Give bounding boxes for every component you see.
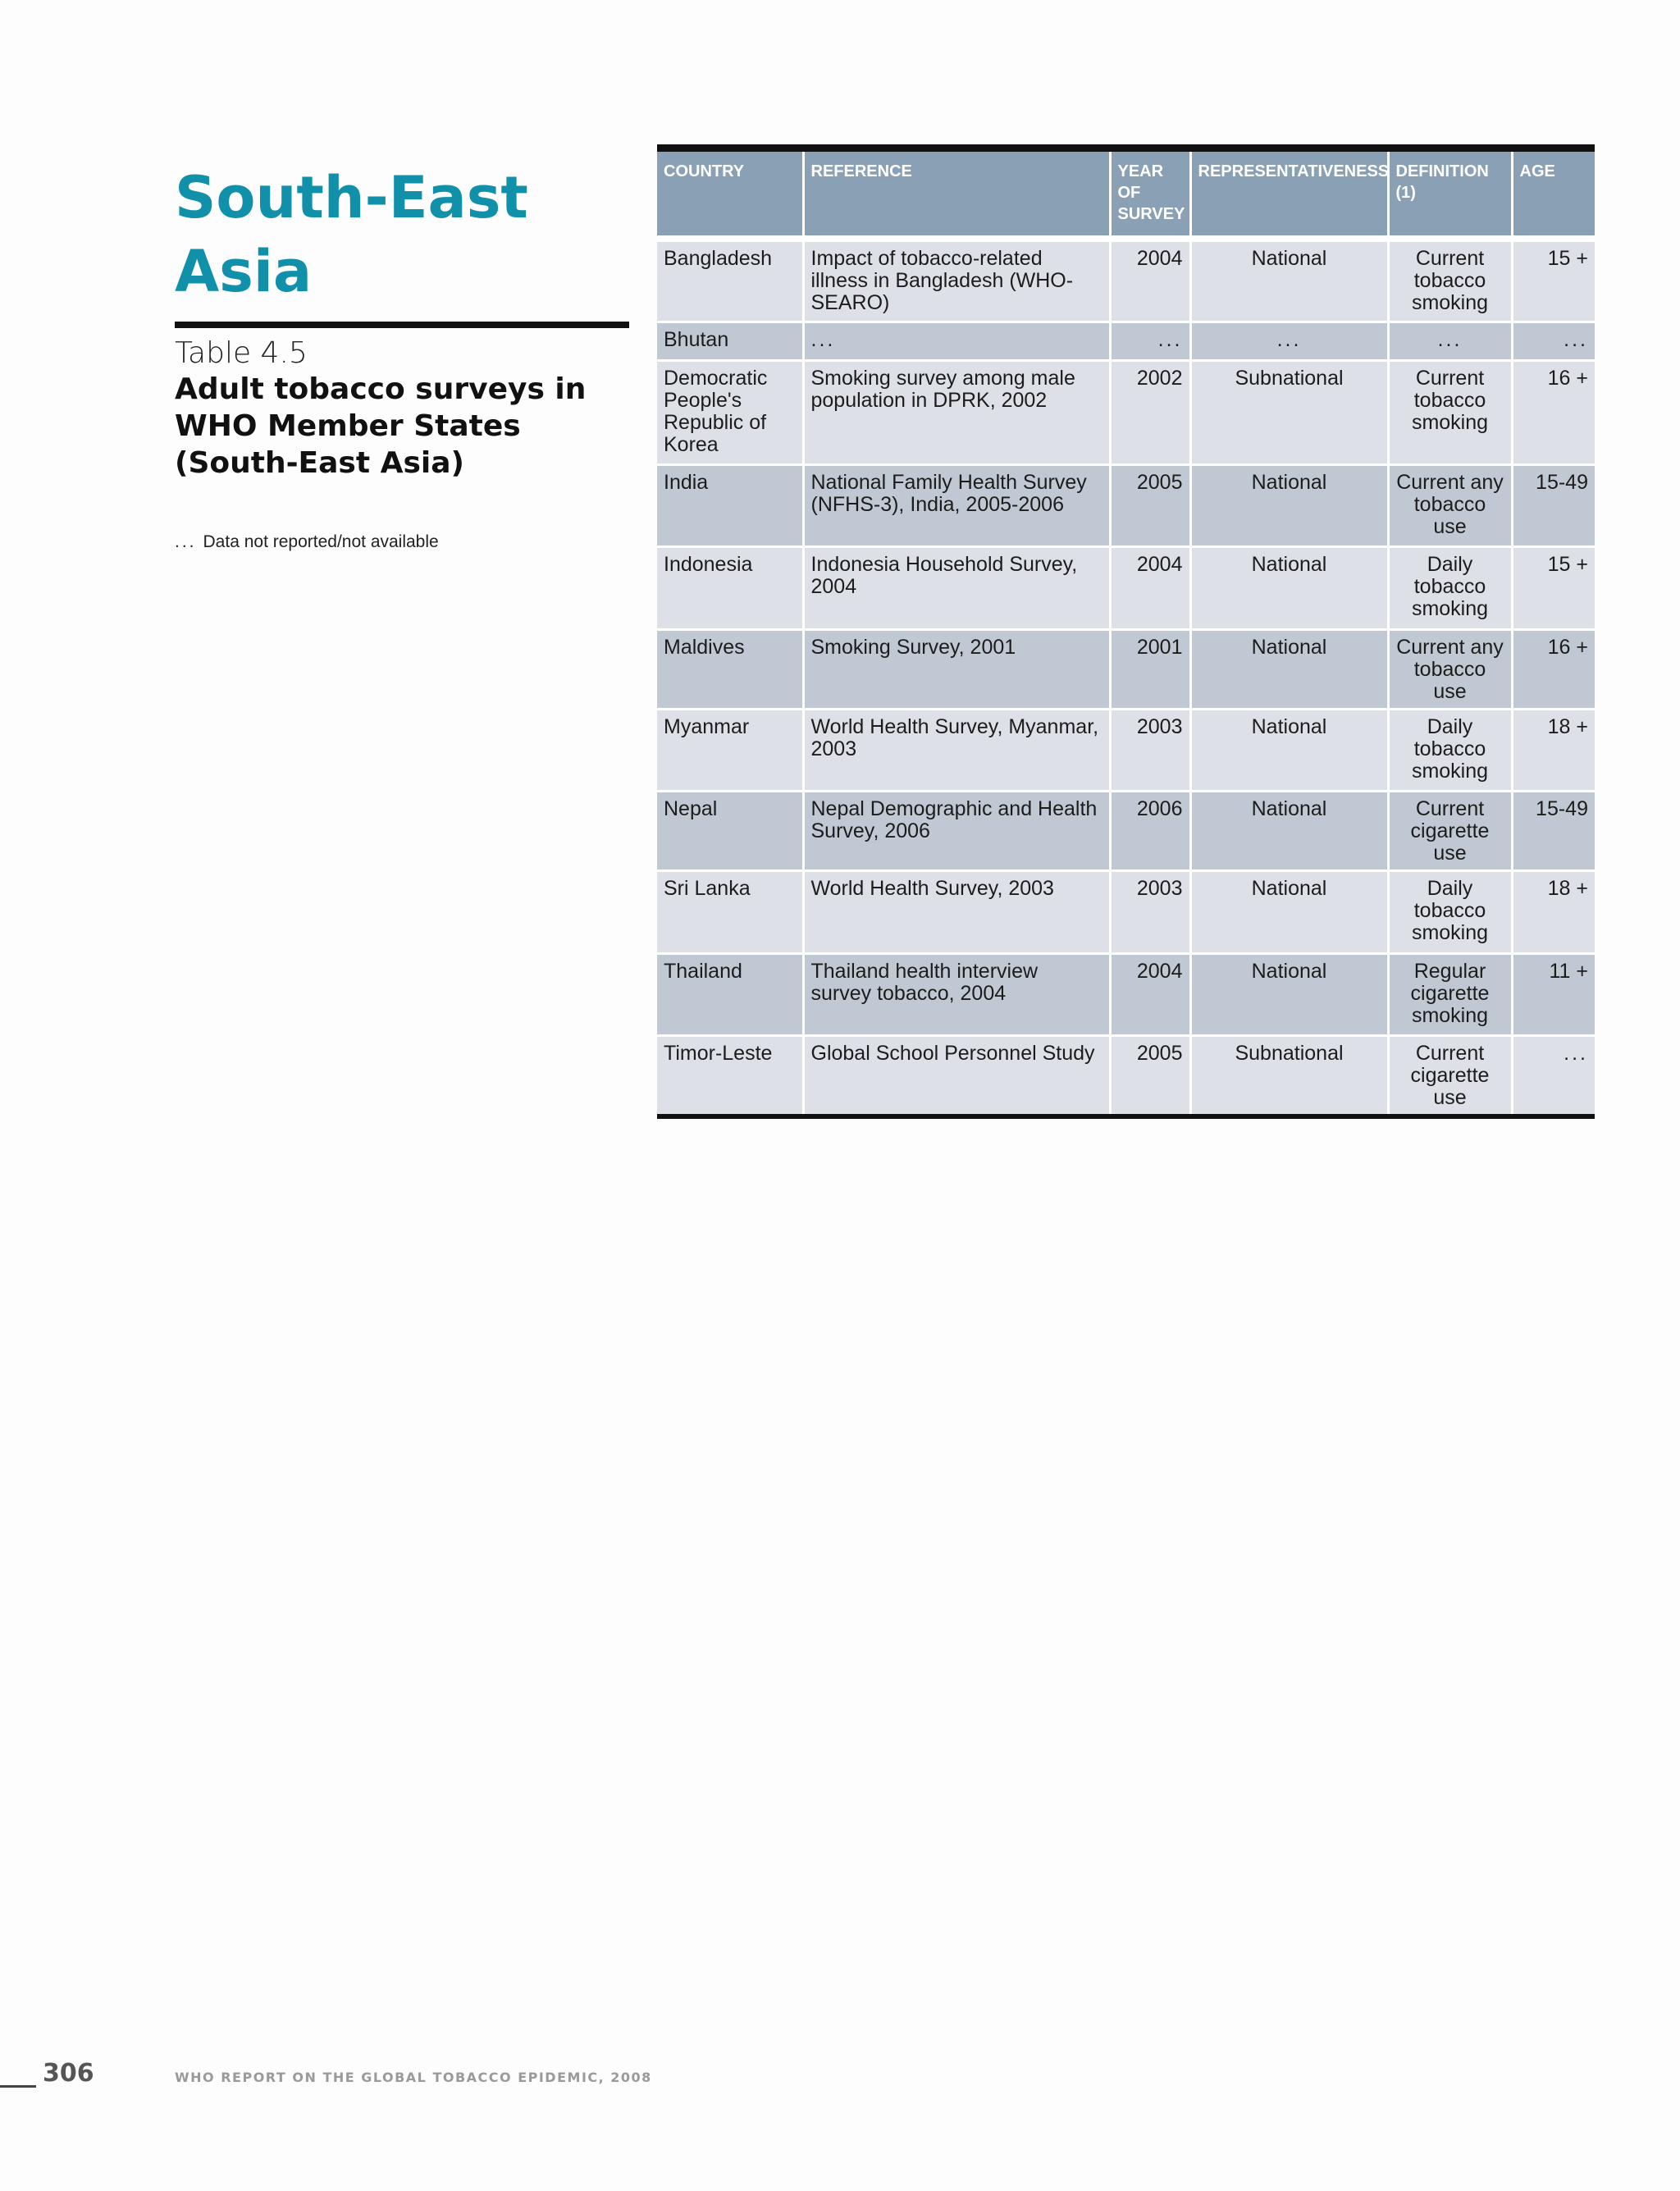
cell-age: 15-49	[1512, 791, 1595, 870]
table-row	[657, 322, 1595, 360]
cell-reference: Global School Personnel Study	[803, 1035, 1110, 1114]
cell-representativeness: ...	[1190, 322, 1388, 360]
table-row	[657, 709, 1595, 791]
table-row	[657, 239, 1595, 322]
header-representativeness: REPRESENTATIVENESS	[1190, 152, 1388, 239]
table-row	[657, 464, 1595, 546]
header-country: COUNTRY	[657, 152, 803, 239]
cell-definition: ...	[1388, 322, 1512, 360]
cell-definition: Regular cigarette smoking	[1388, 953, 1512, 1035]
cell-representativeness: National	[1190, 791, 1388, 870]
cell-definition: Daily tobacco smoking	[1388, 870, 1512, 953]
cell-country: Bangladesh	[657, 239, 803, 322]
title-divider	[175, 322, 629, 328]
page-number-rule	[0, 2085, 36, 2088]
cell-representativeness: Subnational	[1190, 360, 1388, 464]
header-definition: DEFINITION (1)	[1388, 152, 1512, 239]
table-row	[657, 953, 1595, 1035]
cell-representativeness: National	[1190, 239, 1388, 322]
table-row	[657, 360, 1595, 464]
table-row	[657, 546, 1595, 629]
cell-country: Myanmar	[657, 709, 803, 791]
cell-year: 2006	[1110, 791, 1190, 870]
table-row	[657, 1035, 1595, 1114]
survey-table-container	[657, 144, 1595, 1119]
cell-age: 16 +	[1512, 629, 1595, 709]
cell-country: Timor-Leste	[657, 1035, 803, 1114]
cell-representativeness: National	[1190, 546, 1388, 629]
table-row	[657, 791, 1595, 870]
cell-reference: World Health Survey, 2003	[803, 870, 1110, 953]
cell-representativeness: National	[1190, 870, 1388, 953]
cell-reference: National Family Health Survey (NFHS-3), India, 2005-2006	[803, 464, 1110, 546]
cell-year: 2002	[1110, 360, 1190, 464]
cell-year: 2005	[1110, 1035, 1190, 1114]
cell-country: Maldives	[657, 629, 803, 709]
cell-year: 2001	[1110, 629, 1190, 709]
running-footer: WHO REPORT ON THE GLOBAL TOBACCO EPIDEMIC, 2008	[175, 2070, 652, 2085]
cell-age: 18 +	[1512, 709, 1595, 791]
cell-year: 2004	[1110, 953, 1190, 1035]
table-header-row	[657, 152, 1595, 239]
cell-year: ...	[1110, 322, 1190, 360]
table-row	[657, 629, 1595, 709]
cell-year: 2003	[1110, 870, 1190, 953]
cell-age: ...	[1512, 1035, 1595, 1114]
cell-year: 2004	[1110, 239, 1190, 322]
cell-representativeness: National	[1190, 709, 1388, 791]
cell-reference: ...	[803, 322, 1110, 360]
cell-age: ...	[1512, 322, 1595, 360]
cell-age: 15-49	[1512, 464, 1595, 546]
cell-definition: Current tobacco smoking	[1388, 239, 1512, 322]
cell-definition: Daily tobacco smoking	[1388, 546, 1512, 629]
page-number: 306	[43, 2059, 94, 2088]
table-caption: Adult tobacco surveys in WHO Member States (South-East Asia)	[175, 372, 587, 480]
cell-reference: Smoking survey among male population in DPRK, 2002	[803, 360, 1110, 464]
cell-country: Bhutan	[657, 322, 803, 360]
survey-table	[657, 152, 1595, 1114]
cell-year: 2004	[1110, 546, 1190, 629]
cell-country: Thailand	[657, 953, 803, 1035]
cell-representativeness: National	[1190, 464, 1388, 546]
cell-definition: Daily tobacco smoking	[1388, 709, 1512, 791]
cell-representativeness: National	[1190, 629, 1388, 709]
cell-country: Democratic People's Republic of Korea	[657, 360, 803, 464]
cell-age: 15 +	[1512, 546, 1595, 629]
cell-country: Indonesia	[657, 546, 803, 629]
header-year: YEAR OF SURVEY	[1110, 152, 1190, 239]
cell-reference: Smoking Survey, 2001	[803, 629, 1110, 709]
cell-definition: Current tobacco smoking	[1388, 360, 1512, 464]
header-reference: REFERENCE	[803, 152, 1110, 239]
cell-age: 15 +	[1512, 239, 1595, 322]
cell-country: India	[657, 464, 803, 546]
table-row	[657, 870, 1595, 953]
cell-age: 18 +	[1512, 870, 1595, 953]
region-title: South-East Asia	[175, 164, 528, 305]
cell-representativeness: National	[1190, 953, 1388, 1035]
cell-reference: Impact of tobacco-related illness in Bangladesh (WHO-SEARO)	[803, 239, 1110, 322]
cell-year: 2005	[1110, 464, 1190, 546]
cell-reference: Nepal Demographic and Health Survey, 2006	[803, 791, 1110, 870]
footnote-legend	[175, 532, 439, 553]
cell-definition: Current cigarette use	[1388, 1035, 1512, 1114]
cell-reference: Thailand health interview survey tobacco, 2004	[803, 953, 1110, 1035]
footnote-text: Data not reported/not available	[203, 532, 439, 551]
cell-reference: Indonesia Household Survey, 2004	[803, 546, 1110, 629]
footnote-dots: ...	[175, 532, 197, 551]
cell-age: 11 +	[1512, 953, 1595, 1035]
cell-representativeness: Subnational	[1190, 1035, 1388, 1114]
cell-definition: Current any tobacco use	[1388, 464, 1512, 546]
cell-definition: Current any tobacco use	[1388, 629, 1512, 709]
cell-definition: Current cigarette use	[1388, 791, 1512, 870]
cell-country: Sri Lanka	[657, 870, 803, 953]
cell-country: Nepal	[657, 791, 803, 870]
table-number: Table 4.5	[175, 336, 308, 370]
cell-age: 16 +	[1512, 360, 1595, 464]
cell-year: 2003	[1110, 709, 1190, 791]
header-age: AGE	[1512, 152, 1595, 239]
cell-reference: World Health Survey, Myanmar, 2003	[803, 709, 1110, 791]
